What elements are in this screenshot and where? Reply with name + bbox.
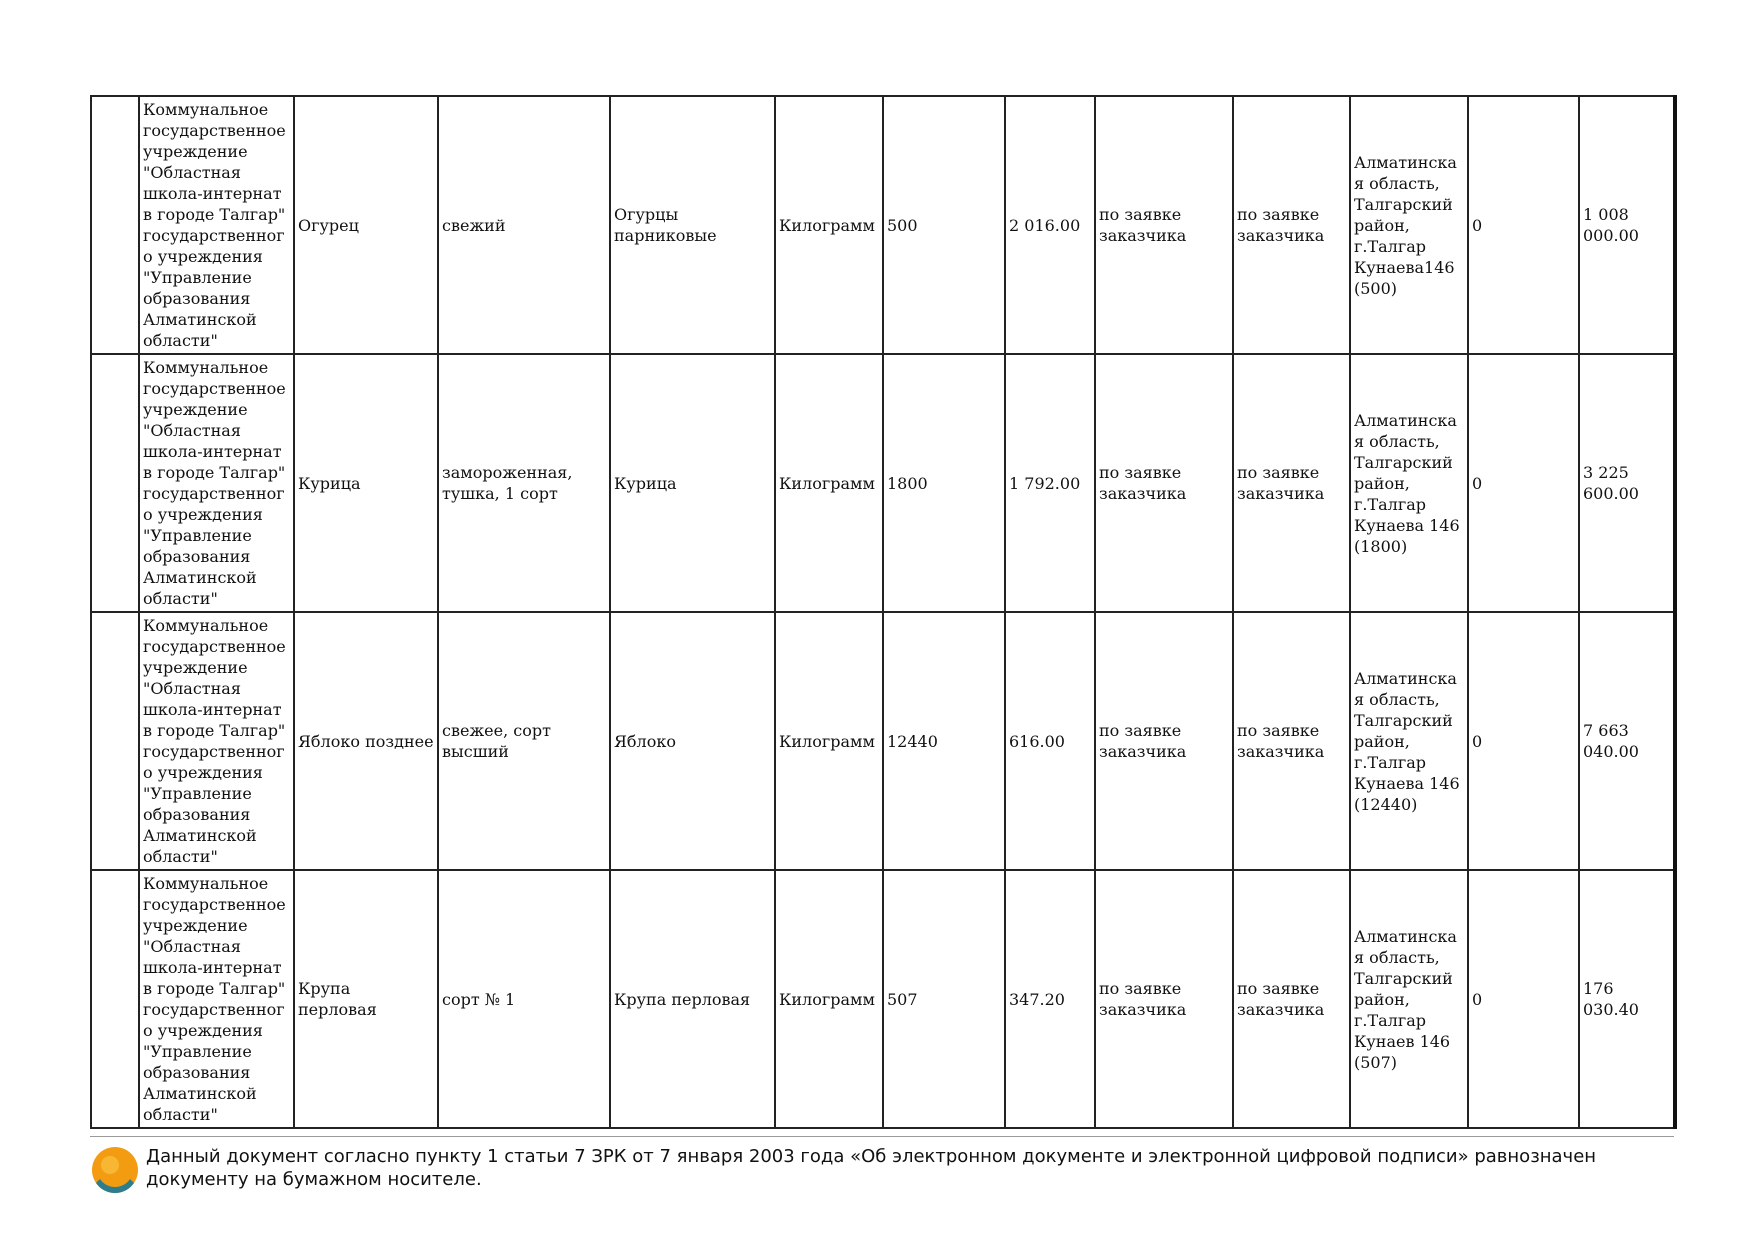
- unit-price-cell: 616.00: [1005, 612, 1095, 870]
- row-number-cell: [91, 612, 139, 870]
- document-page: [90, 95, 1674, 1129]
- egov-sun-logo-icon: [90, 1145, 140, 1195]
- delivery-address-cell: Алматинская область, Талгарский район, г.Талгар Кунаева 146 (1800): [1350, 354, 1468, 612]
- item-description-cell: сорт № 1: [438, 870, 610, 1128]
- unit-price-cell: 1 792.00: [1005, 354, 1095, 612]
- unit-cell: Килограмм: [775, 612, 883, 870]
- quantity-cell: 507: [883, 870, 1005, 1128]
- customer-cell: Коммунальное государственное учреждение "Областная школа-интернат в городе Талгар" государственного учреждения "Управление образования Алматинской области": [139, 96, 294, 354]
- footer: [90, 1136, 1674, 1195]
- unit-cell: Килограмм: [775, 96, 883, 354]
- item-extra-description-cell: Яблоко: [610, 612, 775, 870]
- customer-cell: Коммунальное государственное учреждение "Областная школа-интернат в городе Талгар" государственного учреждения "Управление образования Алматинской области": [139, 870, 294, 1128]
- total-amount-cell: 176 030.40: [1579, 870, 1675, 1128]
- item-description-cell: замороженная, тушка, 1 сорт: [438, 354, 610, 612]
- unit-cell: Килограмм: [775, 354, 883, 612]
- unit-cell: Килограмм: [775, 870, 883, 1128]
- advance-payment-cell: 0: [1468, 354, 1579, 612]
- row-number-cell: [91, 354, 139, 612]
- item-extra-description-cell: Огурцы парниковые: [610, 96, 775, 354]
- procurement-table: [90, 95, 1677, 1129]
- total-amount-cell: 7 663 040.00: [1579, 612, 1675, 870]
- row-number-cell: [91, 870, 139, 1128]
- item-description-cell: свежий: [438, 96, 610, 354]
- delivery-terms-cell: по заявке заказчика: [1233, 96, 1350, 354]
- quantity-cell: 12440: [883, 612, 1005, 870]
- item-description-cell: свежее, сорт высший: [438, 612, 610, 870]
- item-extra-description-cell: Крупа перловая: [610, 870, 775, 1128]
- total-amount-cell: 3 225 600.00: [1579, 354, 1675, 612]
- delivery-address-cell: Алматинская область, Талгарский район, г.Талгар Кунаева 146 (12440): [1350, 612, 1468, 870]
- customer-cell: Коммунальное государственное учреждение "Областная школа-интернат в городе Талгар" государственного учреждения "Управление образования Алматинской области": [139, 612, 294, 870]
- legal-notice: Данный документ согласно пункту 1 статьи 7 ЗРК от 7 января 2003 года «Об электронном документе и электронной цифровой подписи» равнозначен документу на бумажном носителе.: [146, 1146, 1597, 1190]
- table-row: [91, 870, 1675, 1128]
- delivery-terms-cell: по заявке заказчика: [1233, 870, 1350, 1128]
- delivery-time-cell: по заявке заказчика: [1095, 96, 1233, 354]
- table-row: [91, 96, 1675, 354]
- quantity-cell: 1800: [883, 354, 1005, 612]
- delivery-address-cell: Алматинская область, Талгарский район, г.Талгар Кунаева146 (500): [1350, 96, 1468, 354]
- advance-payment-cell: 0: [1468, 96, 1579, 354]
- item-extra-description-cell: Курица: [610, 354, 775, 612]
- quantity-cell: 500: [883, 96, 1005, 354]
- delivery-time-cell: по заявке заказчика: [1095, 870, 1233, 1128]
- table-body: [91, 96, 1675, 1128]
- delivery-time-cell: по заявке заказчика: [1095, 612, 1233, 870]
- table-row: [91, 354, 1675, 612]
- item-name-cell: Курица: [294, 354, 438, 612]
- item-name-cell: Огурец: [294, 96, 438, 354]
- unit-price-cell: 347.20: [1005, 870, 1095, 1128]
- row-number-cell: [91, 96, 139, 354]
- customer-cell: Коммунальное государственное учреждение "Областная школа-интернат в городе Талгар" государственного учреждения "Управление образования Алматинской области": [139, 354, 294, 612]
- table-row: [91, 612, 1675, 870]
- item-name-cell: Яблоко позднее: [294, 612, 438, 870]
- advance-payment-cell: 0: [1468, 612, 1579, 870]
- total-amount-cell: 1 008 000.00: [1579, 96, 1675, 354]
- advance-payment-cell: 0: [1468, 870, 1579, 1128]
- delivery-time-cell: по заявке заказчика: [1095, 354, 1233, 612]
- delivery-address-cell: Алматинская область, Талгарский район, г.Талгар Кунаев 146 (507): [1350, 870, 1468, 1128]
- delivery-terms-cell: по заявке заказчика: [1233, 612, 1350, 870]
- item-name-cell: Крупа перловая: [294, 870, 438, 1128]
- unit-price-cell: 2 016.00: [1005, 96, 1095, 354]
- delivery-terms-cell: по заявке заказчика: [1233, 354, 1350, 612]
